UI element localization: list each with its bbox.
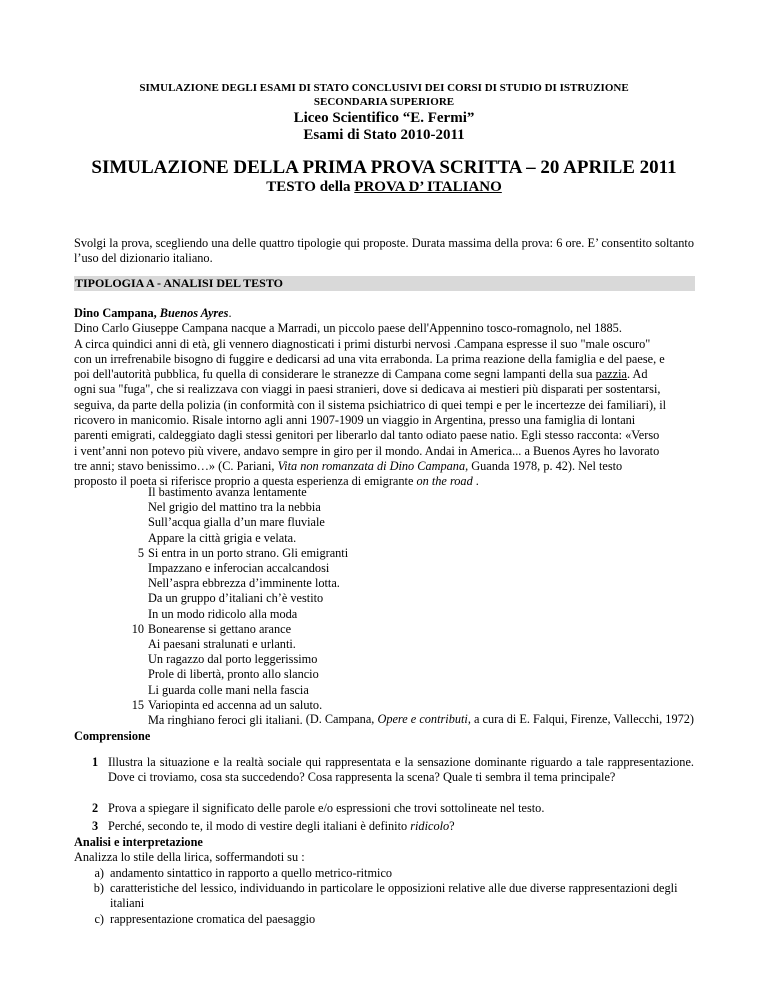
exam-year: Esami di Stato 2010-2011 [303,127,465,143]
bio-heading [74,306,694,321]
bio-line: parenti emigrati, caldeggiato dagli stessi genitori per liberarlo dal tanto odiato paese natio. Egli stesso racconta: «Verso [74,428,660,443]
poem-line: In un modo ridicolo alla moda [148,607,298,621]
poem-line: Variopinta ed accenna ad un saluto. [148,698,323,712]
poem-line: Un ragazzo dal porto leggerissimo [148,652,318,666]
question-2: Prova a spiegare il significato delle parole e/o espressioni che trovi sottolineate nel testo. [108,801,545,815]
poem-line: Sull’acqua gialla d’un mare fluviale [148,515,325,529]
analysis-item-a: andamento sintattico in rapporto a quello metrico-ritmico [110,866,393,880]
question-number: 2 [92,801,99,815]
question-3 [108,819,694,834]
poem-line: Prole di libertà, pronto allo slancio [148,667,319,681]
item-letter: c) [94,912,104,926]
header-line-1: SIMULAZIONE DEGLI ESAMI DI STATO CONCLUSIVI DEI CORSI DI STUDIO DI ISTRUZIONE [139,82,629,94]
question-number: 3 [92,819,99,833]
poem-line: Nell’aspra ebbrezza d’imminente lotta. [148,576,340,590]
item-letter: a) [94,866,104,880]
bio-line: Dino Carlo Giuseppe Campana nacque a Marradi, un piccolo paese dell'Appennino tosco-romagnolo, nel 1885. [74,321,622,336]
page-subtitle [0,179,768,196]
subtitle-prefix: TESTO della [266,179,355,195]
header-line-2: SECONDARIA SUPERIORE [313,96,455,108]
bio-text: tre anni; stavo benissimo…» (C. Pariani, [74,458,278,473]
bio-line [74,367,694,382]
bio-line: A circa quindici anni di età, gli vennero diagnosticati i primi disturbi nervosi .Campana espresse il suo "male oscuro" [74,336,651,351]
bio-author: Dino Campana, [74,306,160,320]
question-text: ? [449,819,455,833]
underlined-word-pazzia: pazzia [595,367,627,382]
poem-line: Il bastimento avanza lentamente [148,485,307,499]
bio-line: seguiva, da parte della polizia (in conformità con il sistema psichiatrico di quei tempi e per le incertezze dei familiari), il [74,397,667,412]
question-1: Illustra la situazione e la realtà sociale qui rappresentata e la sensazione dominante riguardo a tale rappresentazione. Dove ci troviamo, cosa sta succedendo? Cosa rappresenta la scena? Quale ti sembra il tema principale? [108,755,694,785]
poem-line: Nel grigio del mattino tra la nebbia [148,500,321,514]
section-heading-tipologia-a: TIPOLOGIA A - ANALISI DEL TESTO [74,276,695,291]
poem-line: Si entra in un porto strano. Gli emigranti [148,546,349,560]
poem-line: Bonearense si gettano arance [148,622,292,636]
citation-text: (D. Campana, [305,712,378,726]
subtitle-underlined: PROVA D’ ITALIANO [354,179,502,195]
line-number: 15 [131,698,144,712]
item-letter: b) [93,881,104,895]
bio-text: . [472,474,479,489]
instructions-paragraph: Svolgi la prova, scegliendo una delle quattro tipologie qui proposte. Durata massima della prova: 6 ore. E’ consentito soltanto l’uso del dizionario italiano. [74,236,694,266]
analysis-heading: Analisi e interpretazione [74,835,203,849]
poem-citation [306,712,694,727]
comprehension-heading: Comprensione [74,729,151,743]
school-name: Liceo Scientifico “E. Fermi” [293,110,475,126]
author-biography [74,306,694,490]
analysis-item-b: caratteristiche del lessico, individuando in particolare le opposizioni relative alle due diverse rappresentazioni degli italiani [110,881,678,911]
page-title: SIMULAZIONE DELLA PRIMA PROVA SCRITTA – 20 APRILE 2011 [91,157,677,178]
bio-text: poi dell'autorità pubblica, fu quella di considerare le stranezze di Campana come segni lampanti della sua [74,367,596,382]
bio-text: , Guanda 1978, p. 42). Nel testo [465,458,623,473]
question-number: 1 [92,755,99,769]
line-number: 10 [131,622,144,636]
poem-line: Ma ringhiano feroci gli italiani. [148,713,303,727]
bio-line: ricovero in manicomio. Risale intorno agli anni 1907-1909 un viaggio in Argentina, presso una famiglia di lontani [74,413,636,428]
bio-line [74,459,694,474]
citation-text: , a cura di E. Falqui, Firenze, Vallecchi, 1972) [467,712,694,726]
bio-text: proposto il poeta si riferisce proprio a questa esperienza di emigrante [74,474,417,489]
citation-title: Opere e contributi [377,712,468,726]
bio-line: i vent’anni non potevo più vivere, andavo sempre in giro per il mondo. Andai in America... a Buenos Ayres ho lavorato [74,443,660,458]
bio-line: ogni sua "fuga", che si realizzava con viaggi in paesi stranieri, dove si dedicava ai mestieri più disparati per sostentarsi, [74,382,661,397]
bio-italic: on the road [416,474,473,489]
poem-line: Ai paesani stralunati e urlanti. [148,637,296,651]
bio-text: . Ad [626,367,648,382]
bio-line: con un irrefrenabile bisogno di fuggire e dedicarsi ad una vita errabonda. La prima reazione della famiglia e del paese, e [74,351,665,366]
question-italic: ridicolo [410,819,450,833]
analysis-item-c: rappresentazione cromatica del paesaggio [110,912,316,926]
analysis-intro: Analizza lo stile della lirica, soffermandoti su : [74,850,305,864]
line-number: 5 [137,546,144,560]
bio-work-end: . [228,306,232,320]
poem-line: Impazzano e inferocian accalcandosi [148,561,330,575]
poem-line: Da un gruppo d’italiani ch’è vestito [148,591,324,605]
bio-work: Buenos Ayres [159,306,229,320]
poem-line: Li guarda colle mani nella fascia [148,683,309,697]
poem-line: Appare la città grigia e velata. [148,531,297,545]
bio-book-title: Vita non romanzata di Dino Campana [277,458,466,473]
question-text: Perché, secondo te, il modo di vestire degli italiani è definito [108,819,411,833]
